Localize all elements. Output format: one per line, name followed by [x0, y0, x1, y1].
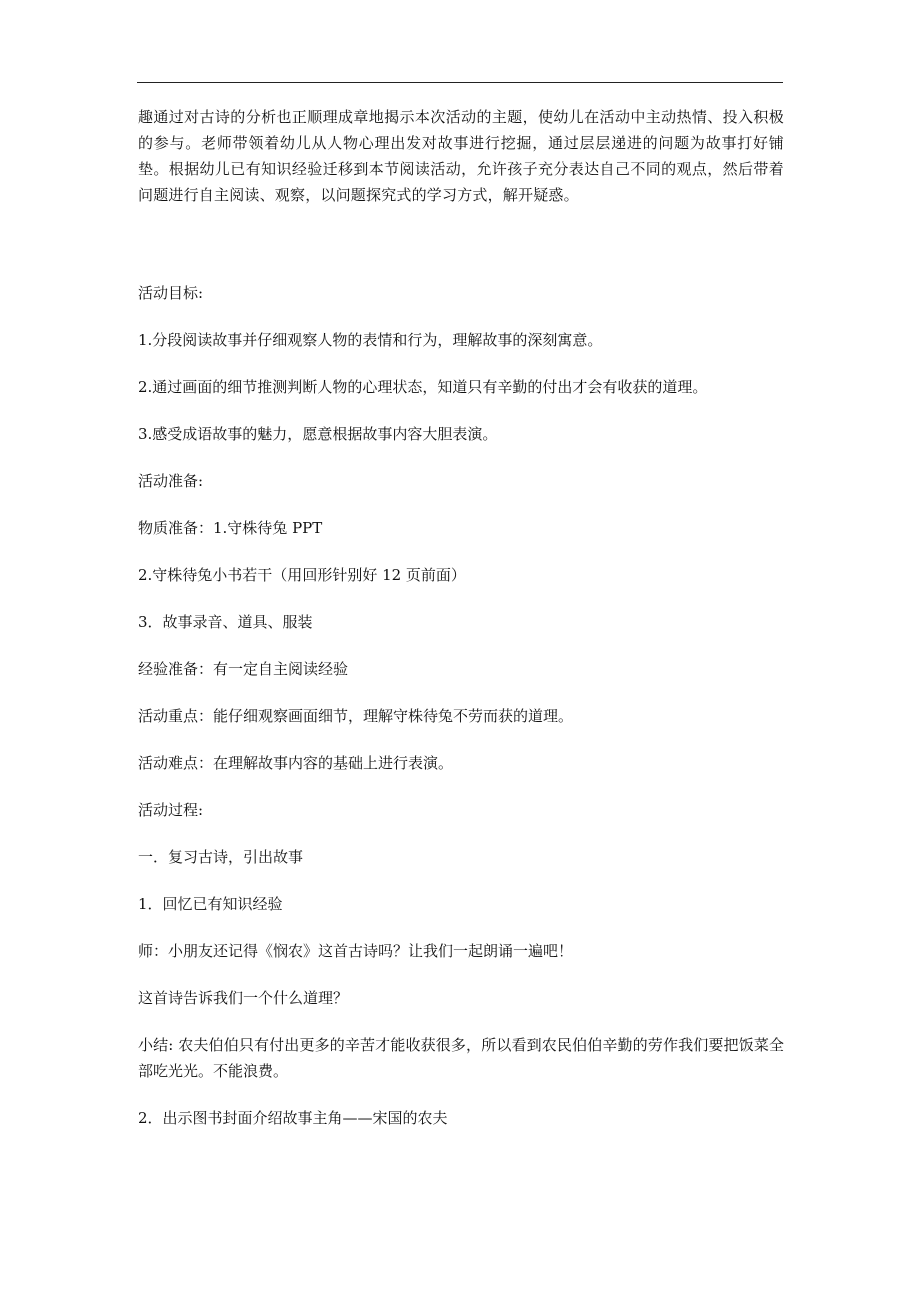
prep-heading: 活动准备: — [138, 472, 204, 490]
header-rule — [137, 82, 783, 83]
experience-prep: 经验准备：有一定自主阅读经验 — [138, 660, 349, 678]
intro-paragraph: 趣通过对古诗的分析也正顺理成章地揭示本次活动的主题，使幼儿在活动中主动热情、投入积极的参与。老师带领着幼儿从人物心理出发对故事进行挖掘，通过层层递进的问题为故事打好铺垫。根据幼儿已有知识经验迁移到本节阅读活动，允许孩子充分表达自己不同的观点，然后带着问题进行自主阅读、观察，以问题探究式的学习方式，解开疑惑。 — [138, 108, 784, 204]
summary: 小结: 农夫伯伯只有付出更多的辛苦才能收获很多，所以看到农民伯伯辛勤的劳作我们要把饭菜全部吃光光。不能浪费。 — [138, 1036, 784, 1080]
material-3: 3．故事录音、道具、服装 — [138, 613, 313, 631]
step-1-1: 1．回忆已有知识经验 — [138, 895, 283, 913]
question-line: 这首诗告诉我们一个什么道理？ — [138, 989, 349, 1007]
key-point: 活动重点：能仔细观察画面细节，理解守株待兔不劳而获的道理。 — [138, 707, 574, 725]
goals-heading: 活动目标: — [138, 284, 204, 302]
goal-2: 2.通过画面的细节推测判断人物的心理状态，知道只有辛勤的付出才会有收获的道理。 — [138, 378, 708, 396]
step-1: 一．复习古诗，引出故事 — [138, 848, 304, 866]
document-body — [138, 104, 784, 1131]
goal-1: 1.分段阅读故事并仔细观察人物的表情和行为，理解故事的深刻寓意。 — [138, 331, 603, 349]
process-heading: 活动过程: — [138, 801, 204, 819]
difficulty: 活动难点：在理解故事内容的基础上进行表演。 — [138, 754, 454, 772]
goal-3: 3.感受成语故事的魅力，愿意根据故事内容大胆表演。 — [138, 425, 498, 443]
material-prep: 物质准备：1.守株待兔 PPT — [138, 519, 323, 537]
step-1-2: 2．出示图书封面介绍故事主角——宋国的农夫 — [138, 1109, 448, 1127]
teacher-line: 师：小朋友还记得《悯农》这首古诗吗？让我们一起朗诵一遍吧！ — [138, 942, 574, 960]
material-2: 2.守株待兔小书若干（用回形针别好 12 页前面） — [138, 566, 466, 584]
